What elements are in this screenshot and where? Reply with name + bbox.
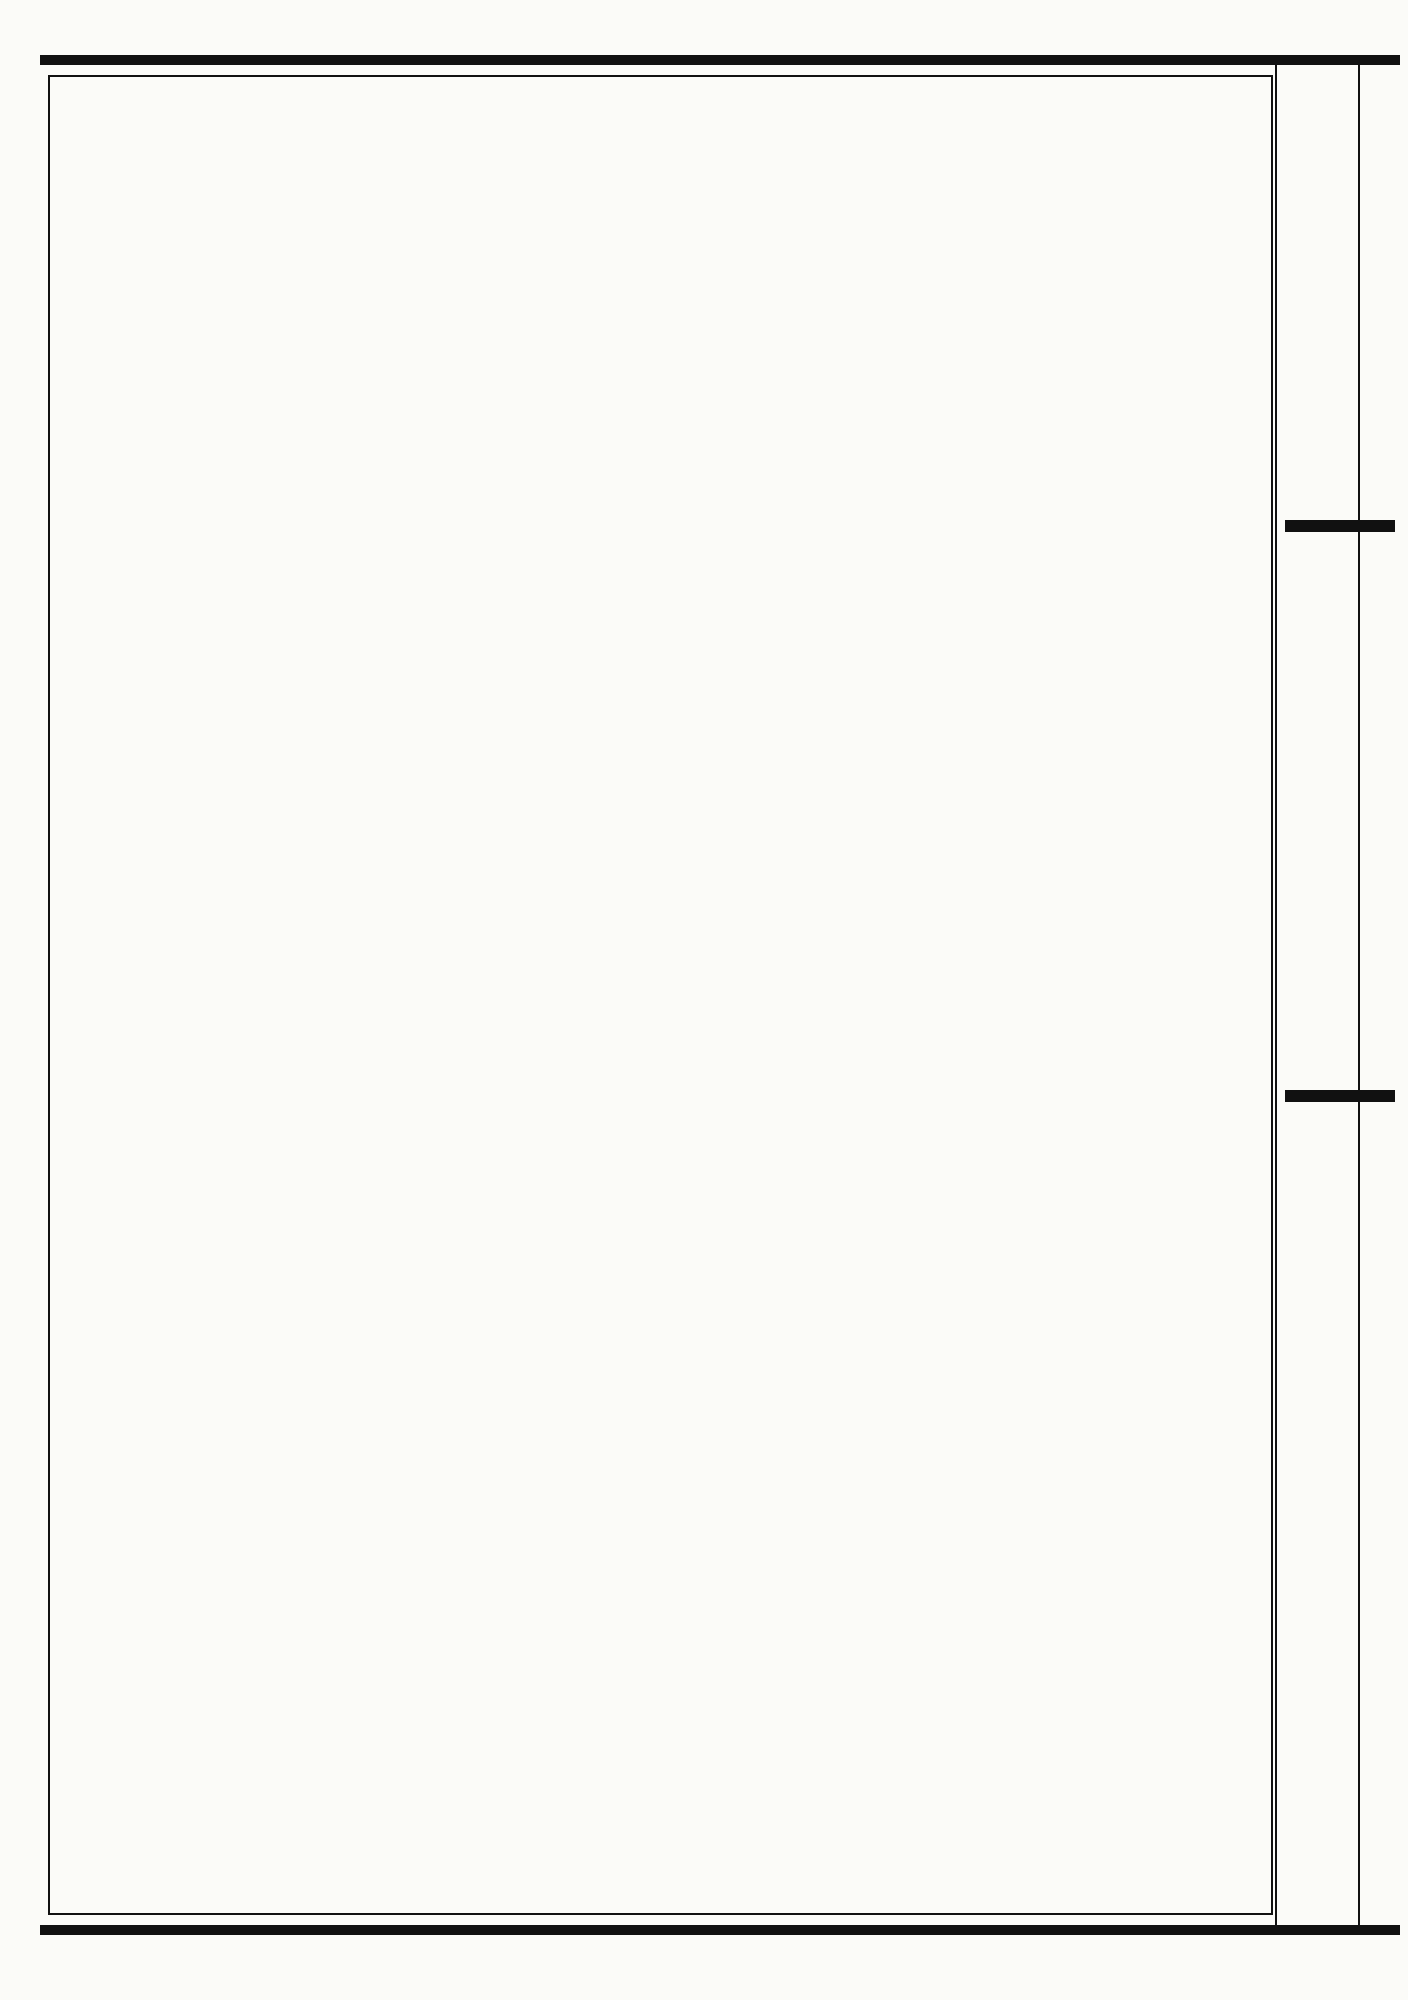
top-border-rule [40,55,1400,65]
text-frame [48,75,1273,1915]
bottom-border-rule [40,1925,1400,1935]
page-gutter [1275,65,1360,1925]
gutter-divider-lower [1285,1090,1395,1102]
gutter-divider-upper [1285,520,1395,532]
